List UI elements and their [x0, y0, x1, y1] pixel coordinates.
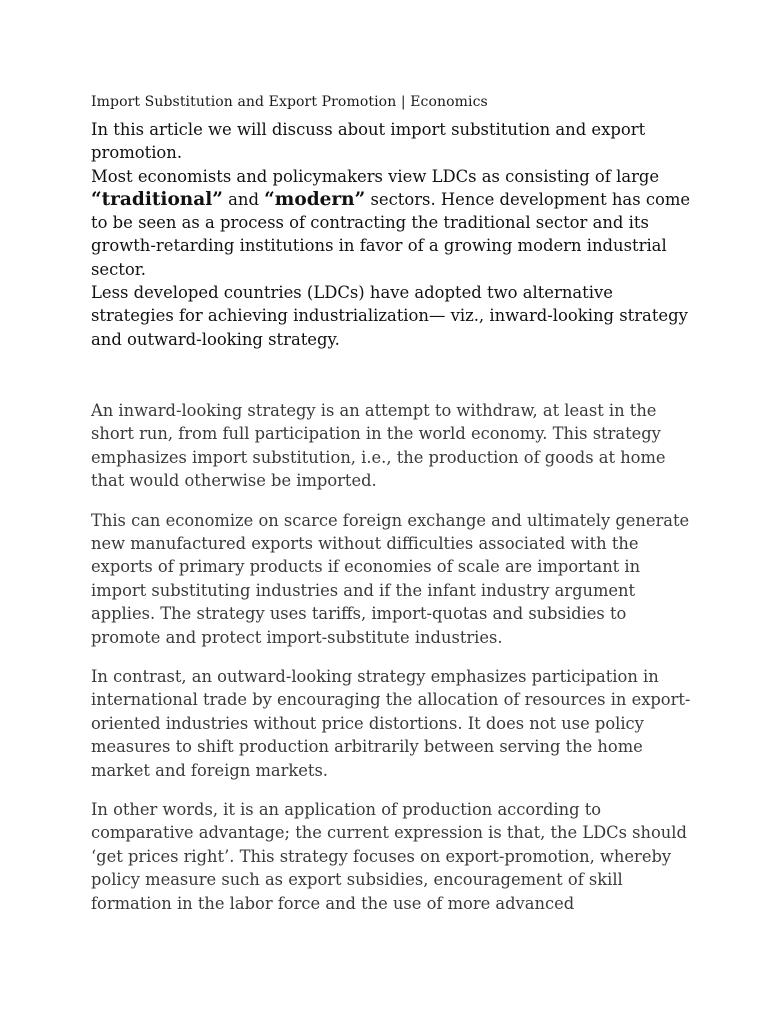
intro-sectors-paragraph	[91, 165, 691, 281]
intro-strategies-paragraph: Less developed countries (LDCs) have adopted two alternative strategies for achieving industrialization— viz., inward-looking strategy and outward-looking strategy.	[91, 283, 688, 349]
intro-text-after: sectors. Hence development has come to be seen as a process of contracting the traditional sector and its growth-retarding institutions in favor of a growing modern industrial sector.	[91, 189, 691, 279]
intro-text-and: and	[222, 189, 265, 209]
article-body	[91, 399, 691, 915]
document-page	[91, 92, 691, 931]
paragraph-outward-strategy: In contrast, an outward-looking strategy emphasizes participation in international trade by encouraging the allocation of resources in export-oriented industries without price distortions. It does not use policy measures to shift production arbitrarily between serving the home market and foreign markets.	[91, 667, 691, 780]
paragraph-inward-strategy: An inward-looking strategy is an attempt to withdraw, at least in the short run, from full participation in the world economy. This strategy emphasizes import substitution, i.e., the production of goods at home that would otherwise be imported.	[91, 400, 666, 491]
intro-text-before: Most economists and policymakers view LDCs as consisting of large	[91, 166, 660, 186]
intro-line: In this article we will discuss about import substitution and export promotion.	[91, 120, 646, 163]
modern-term: “modern”	[264, 188, 366, 210]
paragraph-comparative-advantage: In other words, it is an application of production according to comparative advantage; the current expression is that, the LDCs should ‘get prices right’. This strategy focuses on export-promotion, whereby policy measure such as export subsidies, encouragement of skill formation in the labor force and the use of more advanced	[91, 800, 687, 913]
intro-section	[91, 118, 691, 351]
paragraph-foreign-exchange: This can economize on scarce foreign exchange and ultimately generate new manufactured exports without difficulties associated with the exports of primary products if economies of scale are important in import substituting industries and if the infant industry argument applies. The strategy uses tariffs, import-quotas and subsidies to promote and protect import-substitute industries.	[91, 510, 690, 647]
document-title: Import Substitution and Export Promotion | Economics	[91, 94, 488, 110]
traditional-term: “traditional”	[91, 188, 223, 210]
